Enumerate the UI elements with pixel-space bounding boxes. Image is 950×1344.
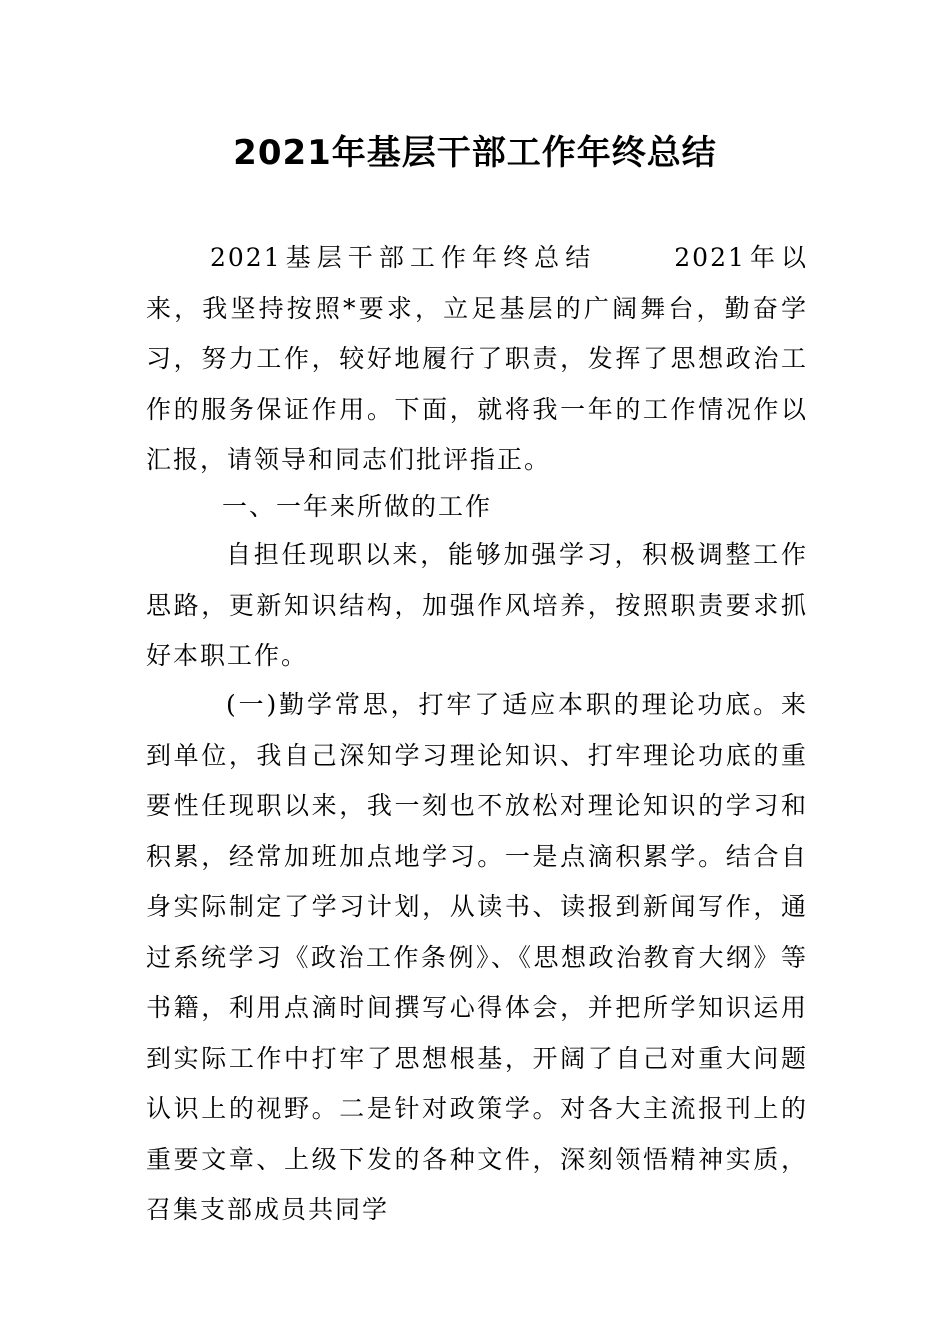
intro-paragraph — [146, 233, 808, 486]
intro-paragraph-block — [146, 233, 808, 486]
intro-text: 2021年以来，我坚持按照*要求，立足基层的广阔舞台，勤奋学习，努力工作，较好地履行了职责，发挥了思想政治工作的服务保证作用。下面，就将我一年的工作情况作以汇报，请领导和同志们批评指正。 — [146, 243, 809, 474]
paragraph-3-block — [146, 680, 808, 1236]
intro-title: 2021基层干部工作年终总结 — [210, 243, 597, 272]
paragraph-2-block — [146, 530, 808, 682]
document-title: 2021年基层干部工作年终总结 — [233, 133, 717, 173]
section-heading: 一、一年来所做的工作 — [222, 492, 493, 521]
section-heading-block — [146, 482, 808, 533]
paragraph-3: (一)勤学常思，打牢了适应本职的理论功底。来到单位，我自己深知学习理论知识、打牢理论功底的重要性任现职以来，我一刻也不放松对理论知识的学习和积累，经常加班加点地学习。一是点滴积累学。结合自身实际制定了学习计划，从读书、读报到新闻写作，通过系统学习《政治工作条例》、《思想政治教育大纲》等书籍，利用点滴时间撰写心得体会，并把所学知识运用到实际工作中打牢了思想根基，开阔了自己对重大问题认识上的视野。二是针对政策学。对各大主流报刊上的重要文章、上级下发的各种文件，深刻领悟精神实质，召集支部成员共同学 — [146, 690, 808, 1224]
paragraph-2: 自担任现职以来，能够加强学习，积极调整工作思路，更新知识结构，加强作风培养，按照职责要求抓好本职工作。 — [146, 540, 808, 670]
